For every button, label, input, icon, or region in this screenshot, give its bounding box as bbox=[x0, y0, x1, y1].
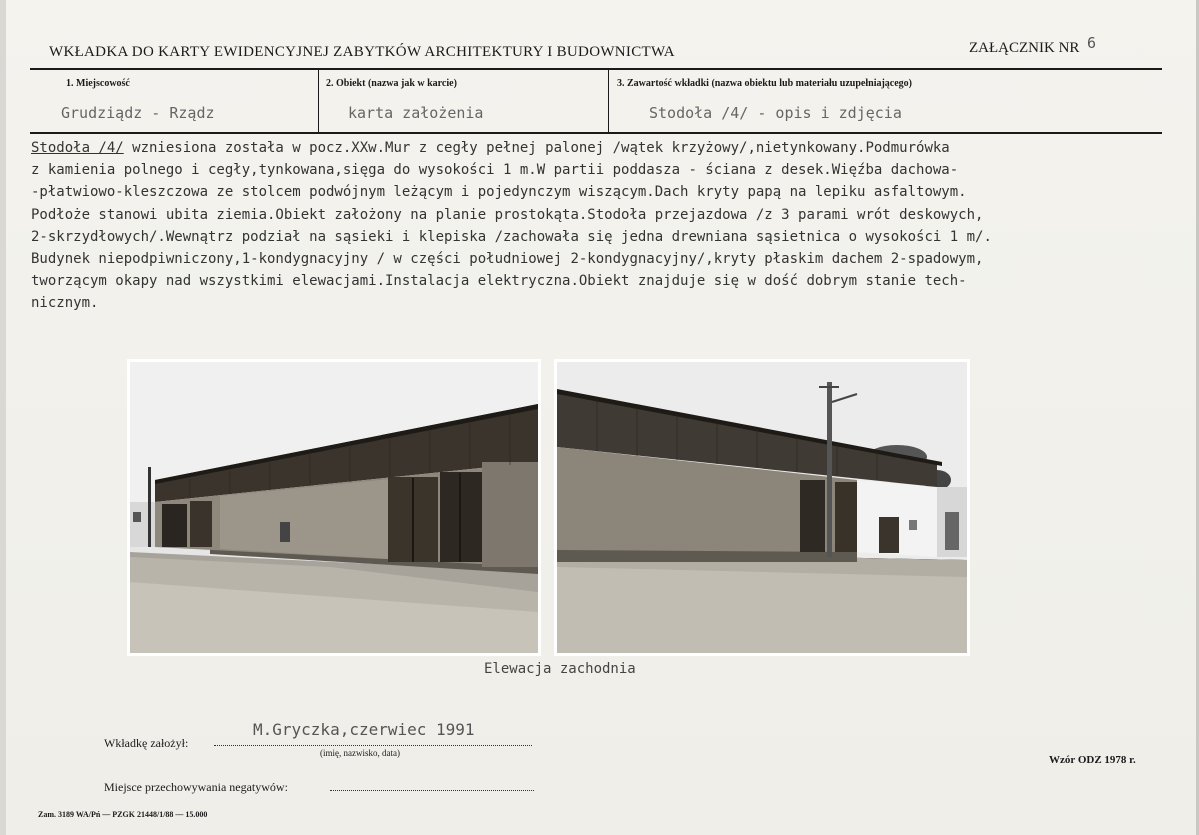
photo-caption: Elewacja zachodnia bbox=[484, 661, 636, 677]
negatives-dotted-line bbox=[330, 790, 534, 791]
field-value-locality: Grudziądz - Rządz bbox=[61, 104, 215, 122]
photo-barn-left bbox=[127, 359, 541, 656]
document-title: WKŁADKA DO KARTY EWIDENCYJNEJ ZABYTKÓW ARCHITEKTURY I BUDOWNICTWA bbox=[49, 44, 675, 60]
signature-hint: (imię, nazwisko, data) bbox=[320, 748, 400, 758]
header-rule-top bbox=[30, 68, 1162, 70]
signature-label: Wkładkę założył: bbox=[104, 736, 189, 750]
field-label-locality: 1. Miejscowość bbox=[66, 78, 130, 89]
left-edge-shadow bbox=[0, 0, 6, 835]
photo-barn-left-image bbox=[130, 362, 538, 653]
field-divider-1 bbox=[318, 70, 319, 132]
field-divider-2 bbox=[608, 70, 609, 132]
description-line-1 bbox=[31, 137, 1196, 159]
print-info: Zam. 3189 WA/Pń — PZGK 21448/1/88 — 15.000 bbox=[38, 810, 208, 819]
description-line-6: Budynek niepodpiwniczony,1-kondygnacyjny / w części południowej 2-kondygnacyjny/,kryty płaskim dachem 2-spadowym, bbox=[31, 251, 984, 268]
description-line-7: tworzącym okapy nad wszystkimi elewacjami.Instalacja elektryczna.Obiekt znajduje się w dość dobrym stanie tech- bbox=[31, 273, 967, 290]
description-line-3: -płatwiowo-kleszczowa ze stolcem podwójnym leżącym i pojedynczym wiszącym.Dach kryty papą na lepiku asfaltowym. bbox=[31, 184, 967, 201]
description-lead: Stodoła /4/ bbox=[31, 140, 124, 156]
header-rule-bottom bbox=[30, 132, 1162, 134]
field-label-contents: 3. Zawartość wkładki (nazwa obiektu lub materiału uzupełniającego) bbox=[617, 78, 913, 89]
field-value-object: karta założenia bbox=[348, 104, 484, 122]
description-line-4: Podłoże stanowi ubita ziemia.Obiekt założony na planie prostokąta.Stodoła przejazdowa /z 3 parami wrót deskowych, bbox=[31, 206, 984, 223]
description-line-8: nicznym. bbox=[31, 295, 99, 312]
field-value-contents: Stodoła /4/ - opis i zdjęcia bbox=[649, 104, 902, 122]
annex-label: ZAŁĄCZNIK NR bbox=[969, 40, 1080, 56]
description-text bbox=[31, 137, 1196, 315]
photo-barn-right-image bbox=[557, 362, 967, 653]
signature-dotted-line bbox=[214, 745, 532, 746]
description-line-2: z kamienia polnego i cegły,tynkowana,sięga do wysokości 1 m.W partii poddasza - ściana z desek.Więźba dachowa- bbox=[31, 162, 959, 179]
description-line-5: 2-skrzydłowych/.Wewnątrz podział na sąsieki i klepiska /zachowała się jedna drewniana sąsietnica o wysokości 1 m/. bbox=[31, 228, 992, 245]
negatives-label: Miejsce przechowywania negatywów: bbox=[104, 780, 288, 794]
signature-value: M.Gryczka,czerwiec 1991 bbox=[253, 720, 475, 739]
form-model: Wzór ODZ 1978 r. bbox=[1049, 754, 1136, 766]
description-line-1-rest: wzniesiona została w pocz.XXw.Mur z cegły pełnej palonej /wątek krzyżowy/,nietynkowany.Podmurówka bbox=[123, 140, 950, 156]
annex-number: 6 bbox=[1087, 34, 1097, 52]
field-label-object: 2. Obiekt (nazwa jak w karcie) bbox=[326, 78, 457, 89]
photo-barn-right bbox=[554, 359, 970, 656]
